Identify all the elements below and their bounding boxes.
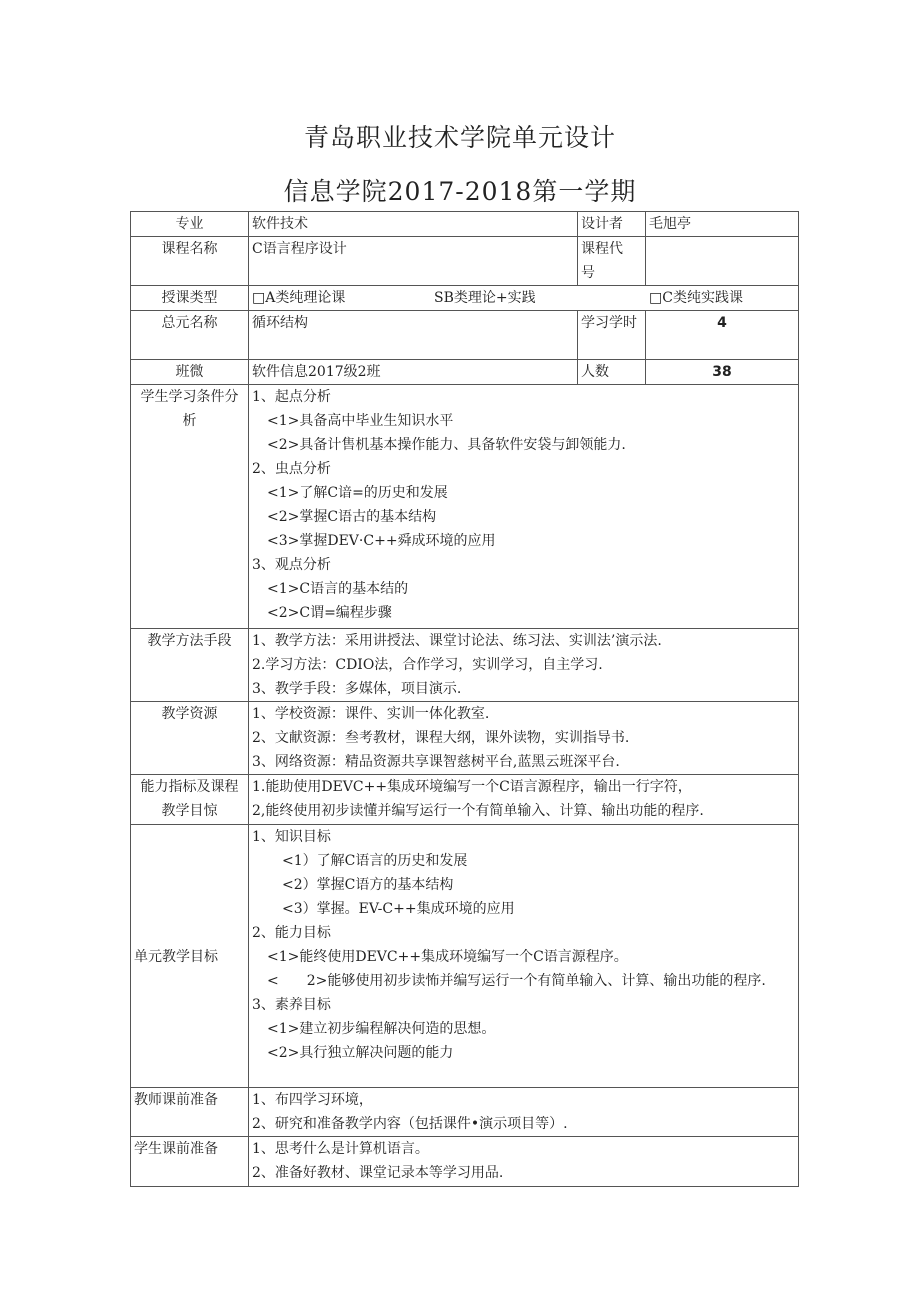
class-label: 班微: [131, 360, 249, 385]
designer-label: 设计者: [578, 212, 646, 237]
course-code-label: [578, 237, 646, 286]
analysis-label-line-1: 学生学习条件分: [140, 389, 239, 405]
student-prep-line: 1、思考什么是计算机语言。: [252, 1141, 429, 1157]
row-major: [131, 212, 799, 237]
type-option-c: □C类纯实践课: [649, 290, 743, 306]
methods-content: [249, 629, 799, 702]
unit-design-table: [130, 211, 799, 1187]
analysis-line: <2>掌握C语古的基本结构: [267, 509, 437, 525]
course-value: C语言程序设计: [249, 237, 578, 286]
ability-line: 2,能终使用初步读懂并编写运行一个有简单输入、计算、输出功能的程序.: [252, 803, 704, 819]
type-label: 授课类型: [131, 286, 249, 311]
row-resources: [131, 702, 799, 775]
unit-value: 循环结构: [249, 311, 578, 360]
class-value: 软件信息2017级2班: [249, 360, 578, 385]
ability-label: [131, 775, 249, 825]
teacher-prep-label: 教师课前准备: [131, 1088, 249, 1137]
unit-label: 总元名称: [131, 311, 249, 360]
row-course: [131, 237, 799, 286]
analysis-label: [131, 385, 249, 629]
resources-line: 2、文献资源：叁考教材，课程大纲，课外读物，实训指导书.: [252, 730, 630, 746]
type-option-b: SB类理论+实践: [434, 290, 536, 306]
ability-label-line-2: 教学目惊: [161, 803, 218, 819]
goals-label: 单元教学目标: [131, 825, 249, 1088]
document-title: 青岛职业技术学院单元设计: [303, 123, 616, 152]
methods-label: 教学方法手段: [131, 629, 249, 702]
row-methods: [131, 629, 799, 702]
methods-line: 3、教学手段：多媒体，项目演示.: [252, 681, 462, 697]
teacher-prep-line: 2、研究和准备教学内容（包括课件•演示项目等）.: [252, 1116, 568, 1132]
goals-line: <3）掌握。EV-C++集成环境的应用: [282, 901, 515, 917]
course-label: 课程名称: [131, 237, 249, 286]
count-label: 人数: [578, 360, 646, 385]
goals-line: 3、素养目标: [252, 997, 331, 1013]
analysis-line: 2、虫点分析: [252, 461, 331, 477]
row-ability: [131, 775, 799, 825]
hours-value: 4: [646, 311, 799, 360]
ability-line: 1.能助使用DEVC++集成环境编写一个C语言源程序，输出一行字符，: [252, 779, 692, 795]
goals-line: <1>能终使用DEVC++集成环境编写一个C语言源程序。: [267, 949, 628, 965]
course-code-label-line-1: 课程代: [581, 241, 623, 257]
row-goals: [131, 825, 799, 1088]
row-analysis: [131, 385, 799, 629]
row-student-prep: [131, 1137, 799, 1187]
analysis-line: <1>C语言的基本结的: [267, 581, 409, 597]
goals-line: 1、知识目标: [252, 829, 331, 845]
teacher-prep-line: 1、布四学习环境，: [252, 1092, 373, 1108]
analysis-line: <3>掌握DEV·C++舜成环境的应用: [267, 533, 496, 549]
ability-content: [249, 775, 799, 825]
analysis-line: 3、观点分析: [252, 557, 331, 573]
analysis-line: <2>C谓=编程步骤: [267, 605, 392, 621]
goals-line: <2）掌握C语方的基本结构: [282, 877, 454, 893]
course-code-label-line-2: 号: [581, 265, 595, 281]
row-type: [131, 286, 799, 311]
course-code-value: [646, 237, 799, 286]
document-subtitle: 信息学院2017-2018第一学期: [283, 177, 637, 206]
type-option-a: □A类纯理论课: [252, 290, 346, 306]
teacher-prep-content: [249, 1088, 799, 1137]
hours-label: 学习学时: [578, 311, 646, 360]
analysis-line: 1、起点分析: [252, 389, 331, 405]
methods-line: 1、教学方法：采用讲授法、课堂讨论法、练习法、实训法’演示法.: [252, 633, 662, 649]
goals-line: <1>建立初步编程解决何造的思想。: [267, 1021, 496, 1037]
row-teacher-prep: [131, 1088, 799, 1137]
analysis-line: <1>具备高中毕业生知识水平: [267, 413, 454, 429]
major-value: 软件技术: [249, 212, 578, 237]
analysis-content: [249, 385, 799, 629]
major-label: 专业: [131, 212, 249, 237]
goals-line: 2、能力目标: [252, 925, 331, 941]
student-prep-label: 学生课前准备: [131, 1137, 249, 1187]
goals-line: <1）了解C语言的历史和发展: [282, 853, 468, 869]
type-options: [249, 286, 799, 311]
row-class: [131, 360, 799, 385]
student-prep-content: [249, 1137, 799, 1187]
student-prep-line: 2、准备好教材、课堂记录本等学习用品.: [252, 1165, 504, 1181]
goals-content: [249, 825, 799, 1088]
row-unit: [131, 311, 799, 360]
resources-label: 教学资源: [131, 702, 249, 775]
analysis-line: <1>了解C谙=的历史和发展: [267, 485, 448, 501]
count-value: 38: [646, 360, 799, 385]
analysis-label-line-2: 析: [182, 413, 197, 429]
analysis-line: <2>具备计售机基本操作能力、具备软件安袋与卸领能力.: [267, 437, 626, 453]
ability-label-line-1: 能力指标及课程: [140, 779, 239, 795]
resources-line: 3、网络资源：精品资源共享课智慈树平台,蓝黑云班深平台.: [252, 754, 620, 770]
methods-line: 2.学习方法：CDIO法，合作学习，实训学习，自主学习.: [252, 657, 603, 673]
goals-line: < 2>能够使用初步读怖并编写运行一个有简单输入、计算、输出功能的程序.: [267, 973, 766, 989]
resources-line: 1、学校资源：课件、实训一体化教室.: [252, 706, 490, 722]
resources-content: [249, 702, 799, 775]
designer-value: 毛旭亭: [646, 212, 799, 237]
goals-line-cut: <2>具行独立解决问题的能力: [267, 1045, 454, 1061]
